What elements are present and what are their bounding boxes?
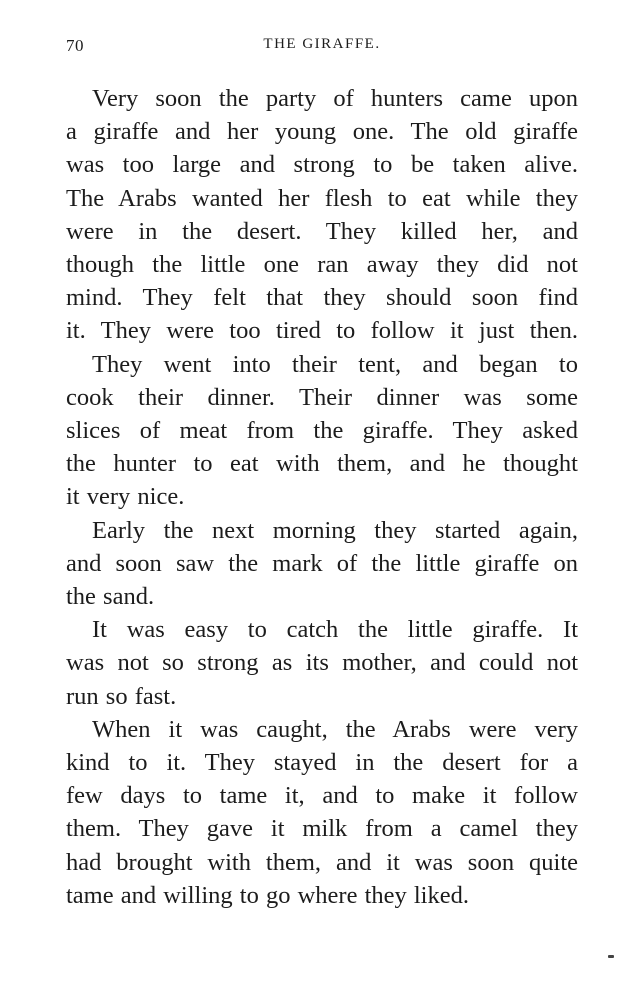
text-line: mind. They felt that they should soon find [66, 284, 578, 312]
paragraph-4 [66, 613, 578, 713]
text-line: it very nice. [66, 483, 185, 511]
text-line: it. They were too tired to follow it just then. [66, 317, 578, 345]
text-line: cook their dinner. Their dinner was some [66, 383, 578, 411]
text-line: slices of meat from the giraffe. They asked [66, 417, 578, 445]
text-line: Very soon the party of hunters came upon [92, 85, 578, 112]
text-line: few days to tame it, and to make it follow [66, 782, 578, 810]
paragraph-2 [66, 348, 578, 514]
text-line: were in the desert. They killed her, and [66, 217, 578, 245]
text-line: and soon saw the mark of the little giraffe on [66, 549, 578, 577]
text-line: the sand. [66, 583, 155, 611]
running-title: THE GIRAFFE. [263, 36, 381, 52]
text-line: The Arabs wanted her flesh to eat while they [66, 184, 578, 212]
text-line: Early the next morning they started again, [92, 516, 578, 544]
body-text [66, 82, 578, 912]
text-line: kind to it. They stayed in the desert for a [66, 749, 578, 777]
running-head [66, 36, 578, 60]
text-line: It was easy to catch the little giraffe. It [92, 616, 578, 644]
paragraph-3 [66, 514, 578, 614]
paragraph-5 [66, 713, 578, 912]
text-line: had brought with them, and it was soon quite [66, 848, 578, 876]
paragraph-1 [66, 82, 578, 348]
text-line: They went into their tent, and began to [92, 350, 578, 378]
text-line: the hunter to eat with them, and he thought [66, 450, 578, 478]
text-line: a giraffe and her young one. The old giraffe [66, 118, 578, 146]
text-line: them. They gave it milk from a camel they [66, 815, 578, 843]
text-line: was not so strong as its mother, and could not [66, 649, 578, 677]
print-speck [608, 955, 614, 958]
text-line: run so fast. [66, 682, 177, 710]
text-line: though the little one ran away they did not [66, 251, 578, 279]
text-line: tame and willing to go where they liked. [66, 881, 469, 909]
text-line: When it was caught, the Arabs were very [92, 715, 578, 743]
page-number: 70 [66, 36, 84, 55]
text-line: was too large and strong to be taken alive. [66, 151, 578, 179]
